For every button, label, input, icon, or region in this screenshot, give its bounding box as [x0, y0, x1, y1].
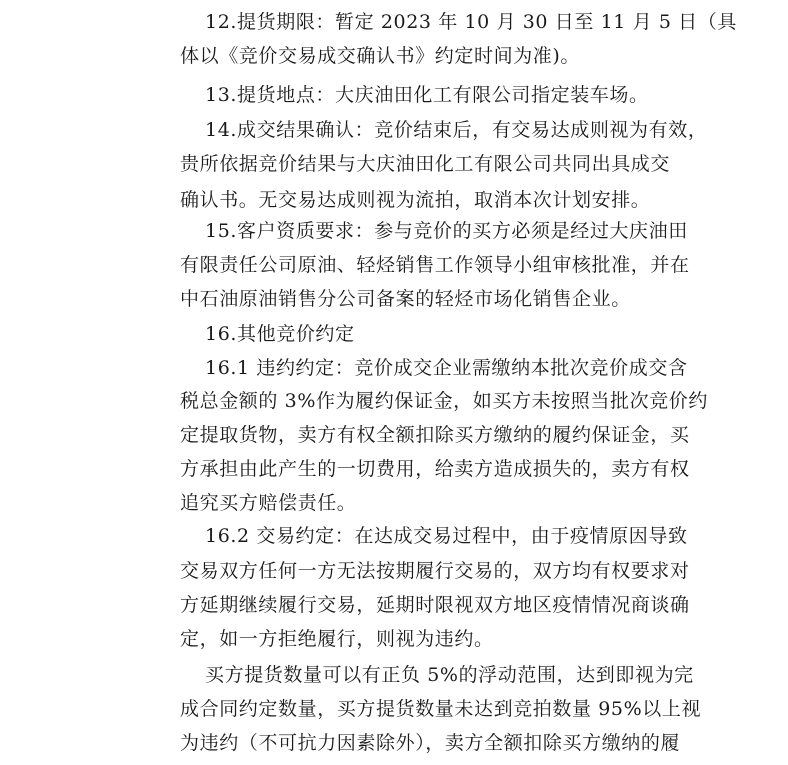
text-line: 交易双方任何一方无法按期履行交易的，双方均有权要求对 — [180, 560, 690, 582]
text-line: 定，如一方拒绝履行，则视为违约。 — [180, 628, 494, 650]
text-line: 为违约（不可抗力因素除外），卖方全额扣除买方缴纳的履 — [180, 732, 681, 754]
text-line: 贵所依据竞价结果与大庆油田化工有限公司共同出具成交 — [180, 153, 671, 175]
section-heading: 16.其他竞价约定 — [205, 323, 355, 345]
text-line: 确认书。无交易达成则视为流拍，取消本次计划安排。 — [180, 189, 651, 211]
text-line: 方承担由此产生的一切费用，给卖方造成损失的，卖方有权 — [180, 458, 690, 480]
text-line: 13.提货地点：大庆油田化工有限公司指定装车场。 — [205, 84, 649, 106]
text-line: 中石油原油销售分公司备案的轻烃市场化销售企业。 — [180, 288, 631, 310]
text-line: 成合同约定数量，买方提货数量未达到竞拍数量 95%以上视 — [180, 698, 702, 720]
text-line: 买方提货数量可以有正负 5%的浮动范围，达到即视为完 — [205, 664, 694, 686]
text-line: 15.客户资质要求：参与竞价的买方必须是经过大庆油田 — [205, 220, 688, 242]
text-line: 12.提货期限：暂定 2023 年 10 月 30 日至 11 月 5 日（具 — [205, 11, 737, 33]
text-line: 有限责任公司原油、轻烃销售工作领导小组审核批准，并在 — [180, 254, 690, 276]
text-line: 追究买方赔偿责任。 — [180, 492, 357, 514]
text-line: 定提取货物，卖方有权全额扣除买方缴纳的履约保证金，买 — [180, 424, 690, 446]
text-line: 14.成交结果确认：竞价结束后，有交易达成则视为有效， — [205, 119, 708, 141]
text-line: 16.2 交易约定：在达成交易过程中，由于疫情原因导致 — [205, 525, 688, 547]
text-line: 税总金额的 3%作为履约保证金，如买方未按照当批次竞价约 — [180, 390, 708, 412]
text-line: 16.1 违约约定：竞价成交企业需缴纳本批次竞价成交含 — [205, 357, 688, 379]
text-line: 方延期继续履行交易，延期时限视双方地区疫情情况商谈确 — [180, 594, 690, 616]
text-line: 体以《竞价交易成交确认书》约定时间为准)。 — [180, 45, 581, 67]
